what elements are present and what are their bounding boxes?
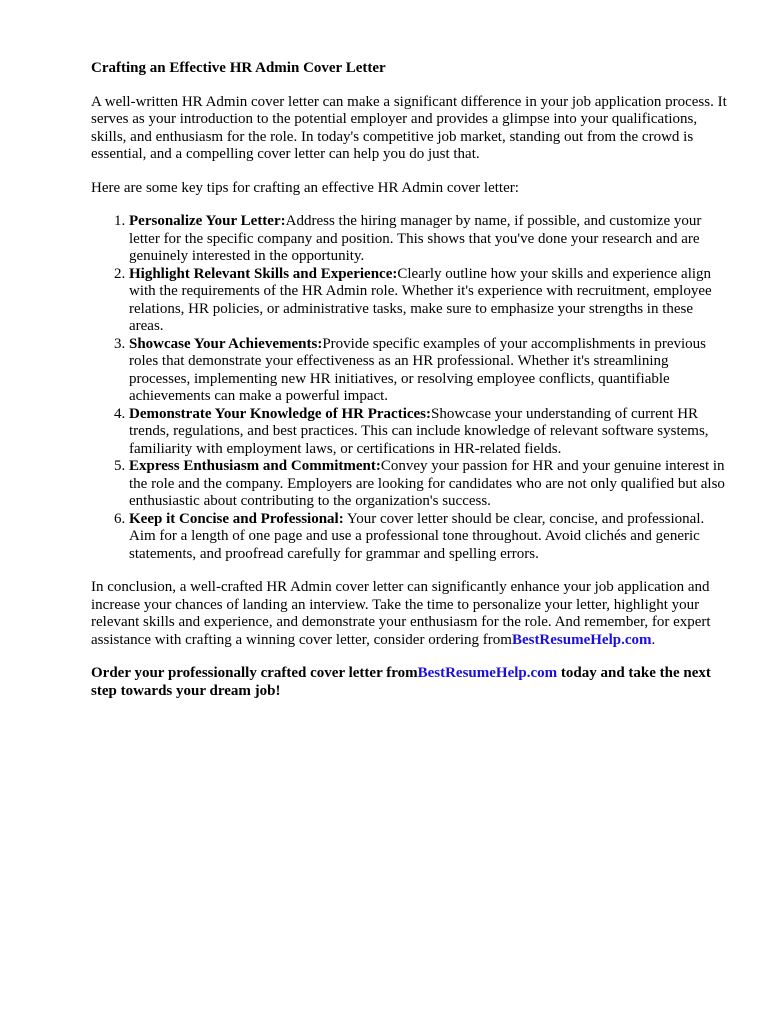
intro-paragraph: A well-written HR Admin cover letter can make a significant difference in your job application process. It serves as your introduction to the potential employer and provides a glimpse into your qualifications, skills, and enthusiasm for the role. In today's competitive job market, standing out from the crowd is essential, and a compelling cover letter can help you do just that.: [91, 93, 727, 162]
list-item: [129, 266, 731, 336]
cta-bestresumehelp-link[interactable]: BestResumeHelp.com: [417, 665, 558, 681]
tip-text: Your cover letter should be clear, concise, and professional. Aim for a length of one page and use a professional tone throughout. Avoid clichés and generic statements, and proofread carefully for grammar and spelling errors.: [129, 510, 705, 562]
conclusion-text: In conclusion, a well-crafted HR Admin cover letter can significantly enhance your job application and increase your chances of landing an interview. Take the time to personalize your letter, highlight your relevant skills and experience, and demonstrate your enthusiasm for the role. And remember, for expert assistance with crafting a winning cover letter, consider ordering from: [91, 579, 711, 648]
document-page: [91, 60, 731, 716]
tip-heading: Showcase Your Achievements:: [129, 335, 323, 352]
conclusion-paragraph: [91, 579, 731, 649]
tip-heading: Personalize Your Letter:: [129, 213, 286, 229]
list-item: [129, 406, 731, 459]
tip-heading: Highlight Relevant Skills and Experience:: [129, 265, 398, 282]
bestresumehelp-link[interactable]: BestResumeHelp.com: [511, 631, 652, 648]
tip-text: Convey your passion for HR and your genuine interest in the role and the company. Employers are looking for candidates who are not only qualified but also enthusiastic about contributing to the organization's success.: [129, 458, 725, 509]
cta-before: Order your professionally crafted cover letter from: [91, 665, 418, 681]
tip-heading: Demonstrate Your Knowledge of HR Practices:: [129, 405, 432, 422]
call-to-action: [91, 665, 731, 700]
document-title: Crafting an Effective HR Admin Cover Letter: [91, 60, 386, 76]
list-item: [129, 458, 731, 511]
list-item: [129, 213, 731, 266]
tips-lead: Here are some key tips for crafting an effective HR Admin cover letter:: [91, 179, 519, 196]
tip-text: Address the hiring manager by name, if possible, and customize your letter for the specific company and position. This shows that you've done your research and are genuinely interested in the opportunity.: [129, 213, 702, 264]
tip-heading: Keep it Concise and Professional:: [129, 510, 344, 527]
list-item: [129, 336, 731, 406]
list-item: [129, 511, 731, 564]
tips-list: [91, 213, 731, 563]
tip-heading: Express Enthusiasm and Commitment:: [129, 458, 381, 474]
cta-after: today and take the next step towards your dream job!: [91, 665, 711, 699]
conclusion-end: .: [651, 631, 656, 648]
tip-text: Showcase your understanding of current HR trends, regulations, and best practices. This can include knowledge of relevant software systems, familiarity with employment laws, or certifications in HR-related fields.: [129, 405, 709, 457]
tip-text: Provide specific examples of your accomplishments in previous roles that demonstrate your effectiveness as an HR professional. Whether it's streamlining processes, implementing new HR initiatives, or resolving employee conflicts, quantifiable achievements can make a powerful impact.: [129, 335, 706, 404]
tip-text: Clearly outline how your skills and experience align with the requirements of the HR Admin role. Whether it's experience with recruitment, employee relations, HR policies, or administrative tasks, make sure to emphasize your strengths in these areas.: [129, 265, 712, 334]
